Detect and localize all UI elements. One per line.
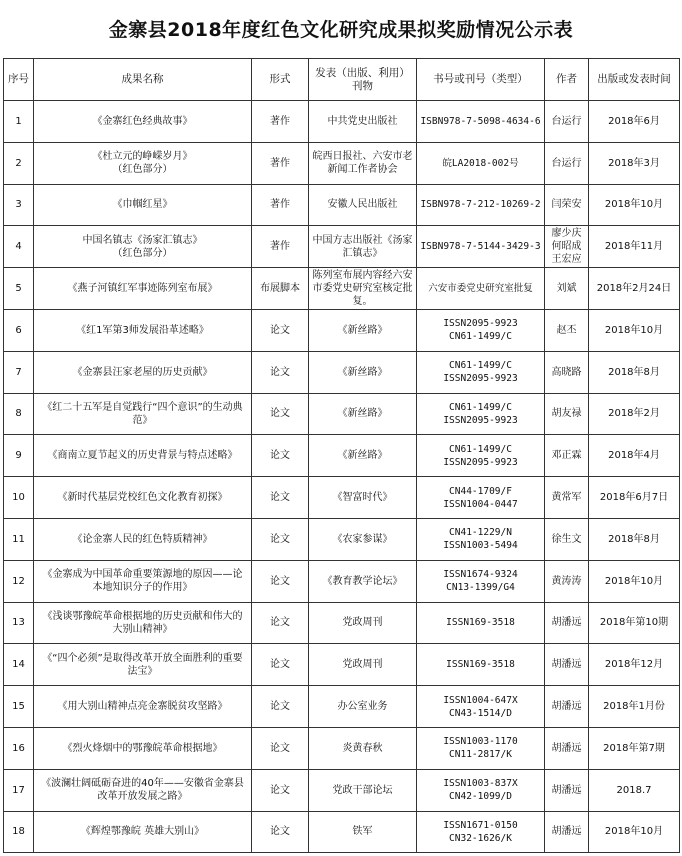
cell-author: 廖少庆 何昭成 王宏应 [545, 226, 589, 268]
table-row [4, 560, 680, 602]
cell-author: 黄涛涛 [545, 560, 589, 602]
cell-form: 论文 [252, 518, 309, 560]
cell-name: 《金寨成为中国革命重要策源地的原因——论本地知识分子的作用》 [34, 560, 252, 602]
awards-table [3, 58, 680, 853]
cell-idx: 5 [4, 268, 34, 310]
cell-code: ISSN169-3518 [417, 644, 545, 686]
cell-form: 论文 [252, 811, 309, 853]
cell-name: 《燕子河镇红军事迹陈列室布展》 [34, 268, 252, 310]
cell-pub: 中国方志出版社《汤家汇镇志》 [309, 226, 417, 268]
cell-code: CN41-1229/N ISSN1003-5494 [417, 518, 545, 560]
cell-form: 论文 [252, 560, 309, 602]
cell-author: 胡潘远 [545, 727, 589, 769]
table-row [4, 393, 680, 435]
cell-idx: 8 [4, 393, 34, 435]
cell-code: CN61-1499/C ISSN2095-9923 [417, 435, 545, 477]
cell-author: 徐生文 [545, 518, 589, 560]
cell-pub: 《新丝路》 [309, 309, 417, 351]
cell-date: 2018年11月 [589, 226, 680, 268]
cell-name: 《“四个必须”是取得改革开放全面胜利的重要法宝》 [34, 644, 252, 686]
cell-form: 布展脚本 [252, 268, 309, 310]
table-row [4, 101, 680, 143]
table-row [4, 602, 680, 644]
cell-name: 《金寨红色经典故事》 [34, 101, 252, 143]
cell-code: 六安市委党史研究室批复 [417, 268, 545, 310]
cell-date: 2018年6月7日 [589, 477, 680, 519]
cell-name: 《杜立元的峥嵘岁月》 （红色部分） [34, 142, 252, 184]
cell-author: 胡潘远 [545, 769, 589, 811]
cell-idx: 1 [4, 101, 34, 143]
cell-name: 《波澜壮阔砥砺奋进的40年——安徽省金寨县改革开放发展之路》 [34, 769, 252, 811]
cell-pub: 《新丝路》 [309, 393, 417, 435]
cell-pub: 党政周刊 [309, 644, 417, 686]
cell-date: 2018年10月 [589, 184, 680, 226]
cell-pub: 皖西日报社、六安市老新闻工作者协会 [309, 142, 417, 184]
cell-date: 2018年10月 [589, 309, 680, 351]
cell-form: 论文 [252, 309, 309, 351]
cell-date: 2018年8月 [589, 351, 680, 393]
cell-pub: 铁军 [309, 811, 417, 853]
cell-name: 《金寨县汪家老屋的历史贡献》 [34, 351, 252, 393]
table-row [4, 309, 680, 351]
table-row [4, 477, 680, 519]
cell-date: 2018年2月 [589, 393, 680, 435]
cell-idx: 6 [4, 309, 34, 351]
table-row [4, 184, 680, 226]
header-date: 出版或发表时间 [589, 59, 680, 101]
table-body [4, 101, 680, 853]
cell-date: 2018年2月24日 [589, 268, 680, 310]
cell-name: 《商南立夏节起义的历史背景与特点述略》 [34, 435, 252, 477]
cell-pub: 安徽人民出版社 [309, 184, 417, 226]
table-row [4, 811, 680, 853]
cell-name: 《浅谈鄂豫皖革命根据地的历史贡献和伟大的大别山精神》 [34, 602, 252, 644]
header-name: 成果名称 [34, 59, 252, 101]
cell-date: 2018年12月 [589, 644, 680, 686]
cell-idx: 2 [4, 142, 34, 184]
cell-pub: 《新丝路》 [309, 351, 417, 393]
cell-idx: 4 [4, 226, 34, 268]
cell-author: 胡潘远 [545, 686, 589, 728]
cell-pub: 炎黄春秋 [309, 727, 417, 769]
cell-author: 台运行 [545, 101, 589, 143]
cell-pub: 中共党史出版社 [309, 101, 417, 143]
table-row [4, 518, 680, 560]
cell-date: 2018年10月 [589, 811, 680, 853]
cell-author: 黄常军 [545, 477, 589, 519]
cell-pub: 党政干部论坛 [309, 769, 417, 811]
cell-author: 胡潘远 [545, 602, 589, 644]
cell-idx: 3 [4, 184, 34, 226]
cell-form: 著作 [252, 226, 309, 268]
cell-date: 2018年第10期 [589, 602, 680, 644]
cell-form: 著作 [252, 184, 309, 226]
cell-date: 2018年8月 [589, 518, 680, 560]
cell-name: 《红二十五军是自觉践行“四个意识”的生动典范》 [34, 393, 252, 435]
cell-code: ISBN978-7-212-10269-2 [417, 184, 545, 226]
cell-name: 《论金寨人民的红色特质精神》 [34, 518, 252, 560]
cell-form: 著作 [252, 101, 309, 143]
cell-author: 高晓路 [545, 351, 589, 393]
cell-date: 2018年3月 [589, 142, 680, 184]
table-row [4, 226, 680, 268]
cell-idx: 18 [4, 811, 34, 853]
cell-form: 论文 [252, 727, 309, 769]
cell-form: 论文 [252, 602, 309, 644]
cell-author: 刘斌 [545, 268, 589, 310]
cell-form: 论文 [252, 393, 309, 435]
cell-date: 2018年10月 [589, 560, 680, 602]
cell-name: 《用大别山精神点亮金寨脱贫攻坚路》 [34, 686, 252, 728]
table-row [4, 769, 680, 811]
cell-pub: 党政周刊 [309, 602, 417, 644]
table-row [4, 644, 680, 686]
cell-pub: 《智富时代》 [309, 477, 417, 519]
cell-code: ISSN1003-1170 CN11-2817/K [417, 727, 545, 769]
cell-form: 论文 [252, 477, 309, 519]
header-author: 作者 [545, 59, 589, 101]
cell-pub: 《农家参谋》 [309, 518, 417, 560]
cell-idx: 10 [4, 477, 34, 519]
cell-date: 2018年1月份 [589, 686, 680, 728]
cell-idx: 11 [4, 518, 34, 560]
cell-code: ISSN1674-9324 CN13-1399/G4 [417, 560, 545, 602]
cell-name: 《烈火烽烟中的鄂豫皖革命根据地》 [34, 727, 252, 769]
cell-code: CN61-1499/C ISSN2095-9923 [417, 393, 545, 435]
cell-code: ISSN169-3518 [417, 602, 545, 644]
cell-form: 论文 [252, 644, 309, 686]
table-row [4, 727, 680, 769]
cell-name: 《红1军第3师发展沿革述略》 [34, 309, 252, 351]
header-code: 书号或刊号（类型） [417, 59, 545, 101]
cell-idx: 17 [4, 769, 34, 811]
cell-idx: 14 [4, 644, 34, 686]
cell-idx: 7 [4, 351, 34, 393]
cell-date: 2018年4月 [589, 435, 680, 477]
cell-pub: 《教育教学论坛》 [309, 560, 417, 602]
cell-date: 2018年6月 [589, 101, 680, 143]
cell-name: 《新时代基层党校红色文化教育初探》 [34, 477, 252, 519]
cell-idx: 15 [4, 686, 34, 728]
cell-idx: 16 [4, 727, 34, 769]
cell-author: 胡潘远 [545, 644, 589, 686]
cell-code: CN61-1499/C ISSN2095-9923 [417, 351, 545, 393]
cell-code: ISSN2095-9923 CN61-1499/C [417, 309, 545, 351]
header-form: 形式 [252, 59, 309, 101]
cell-code: ISSN1004-647X CN43-1514/D [417, 686, 545, 728]
cell-author: 邓正霖 [545, 435, 589, 477]
cell-pub: 陈列室布展内容经六安市委党史研究室核定批复。 [309, 268, 417, 310]
cell-form: 论文 [252, 435, 309, 477]
cell-form: 著作 [252, 142, 309, 184]
cell-code: CN44-1709/F ISSN1004-0447 [417, 477, 545, 519]
cell-author: 闫荣安 [545, 184, 589, 226]
cell-code: ISSN1003-837X CN42-1099/D [417, 769, 545, 811]
table-row [4, 268, 680, 310]
cell-pub: 《新丝路》 [309, 435, 417, 477]
table-row [4, 435, 680, 477]
table-row [4, 686, 680, 728]
table-header-row [4, 59, 680, 101]
cell-code: ISBN978-7-5144-3429-3 [417, 226, 545, 268]
cell-code: ISBN978-7-5098-4634-6 [417, 101, 545, 143]
cell-date: 2018年第7期 [589, 727, 680, 769]
cell-form: 论文 [252, 686, 309, 728]
table-row [4, 351, 680, 393]
cell-form: 论文 [252, 769, 309, 811]
table-row [4, 142, 680, 184]
cell-code: 皖LA2018-002号 [417, 142, 545, 184]
cell-code: ISSN1671-0150 CN32-1626/K [417, 811, 545, 853]
cell-name: 《巾帼红星》 [34, 184, 252, 226]
cell-author: 胡友禄 [545, 393, 589, 435]
page-title: 金寨县2018年度红色文化研究成果拟奖励情况公示表 [108, 19, 574, 41]
cell-author: 台运行 [545, 142, 589, 184]
header-idx: 序号 [4, 59, 34, 101]
cell-pub: 办公室业务 [309, 686, 417, 728]
cell-idx: 9 [4, 435, 34, 477]
cell-form: 论文 [252, 351, 309, 393]
header-pub: 发表（出版、利用）刊物 [309, 59, 417, 101]
cell-name: 《辉煌鄂豫皖 英雄大别山》 [34, 811, 252, 853]
cell-name: 中国名镇志《汤家汇镇志》 （红色部分） [34, 226, 252, 268]
cell-author: 胡潘远 [545, 811, 589, 853]
cell-date: 2018.7 [589, 769, 680, 811]
cell-idx: 12 [4, 560, 34, 602]
cell-author: 赵丕 [545, 309, 589, 351]
cell-idx: 13 [4, 602, 34, 644]
